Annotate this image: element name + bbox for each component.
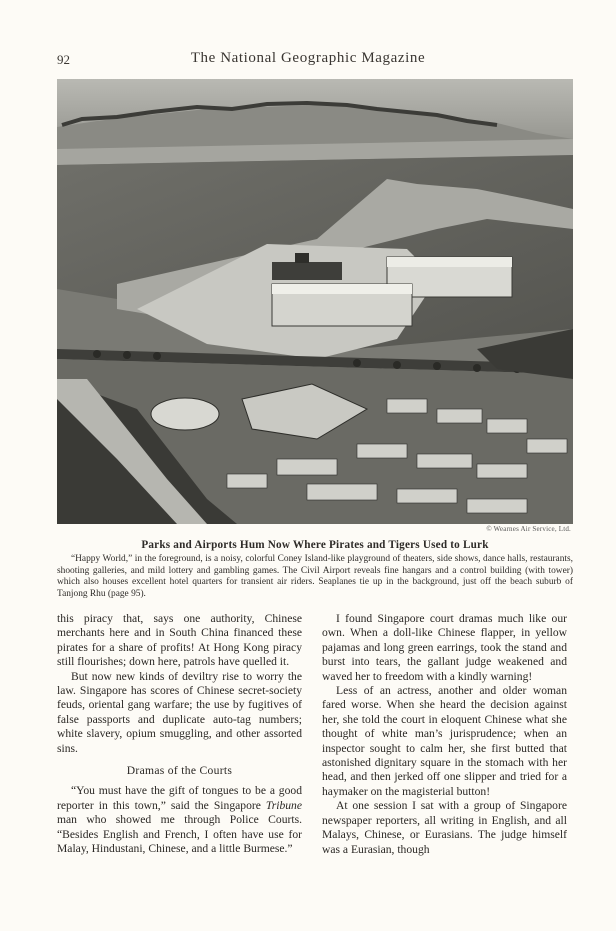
photo-credit: © Wearnes Air Service, Ltd. <box>486 525 571 533</box>
section-subhead: Dramas of the Courts <box>126 764 233 778</box>
caption-body: “Happy World,” in the foreground, is a noisy, colorful Coney Island-like playground of theaters, side shows, dance halls, restaurants, shooting galleries, and mild lottery and gambling games. The Civil Airport reveals fine hangars and a control building (with tower) which also houses excellent hotel quarters for transient air riders. Seaplanes tie up in the background, just off the beach suburb of Tanjong Rhu (page 95). <box>57 554 573 599</box>
paragraph: But now new kinds of deviltry rise to worry the law. Singapore has scores of Chinese secret-society feuds, oriental gang warfare; the use by fugitives of false passports and duplicate auto-tag numbers; white slavery, opium smuggling, and other assorted sins. <box>57 669 302 755</box>
paragraph: At one session I sat with a group of Singapore newspaper reporters, all writing in English, and all Malays, Chinese, or Eurasians. The judge himself was a Eurasian, though <box>322 799 567 856</box>
paragraph: this piracy that, says one authority, Chinese merchants here and in South China financed these pirates for a share of profits! At Hong Kong piracy still flourishes; down here, patrols have quelled it. <box>57 612 302 669</box>
page-number: 92 <box>57 52 70 67</box>
paragraph <box>57 784 302 856</box>
paragraph: Less of an actress, another and older woman fared worse. When she heard the decision against her, she told the court in eloquent Chinese what she thought of white man’s jurisprudence; when an inspector sought to calm her, she first butted that astonished dignitary square in the stomach with her head, and then jerked off one slipper and tried for a haymaker on the magisterial button! <box>322 684 567 798</box>
paragraph-text: “You must have the gift of tongues to be a good reporter in this town,” said the Singapore <box>57 784 302 812</box>
article-column-right <box>322 612 567 857</box>
page-header <box>0 50 616 70</box>
paragraph: I found Singapore court dramas much like our own. When a doll-like Chinese flapper, in yellow pajamas and long green earrings, took the stand and burst into tears, the gallant judge weakened and waved her to freedom with a kindly warning! <box>322 612 567 683</box>
caption-title: Parks and Airports Hum Now Where Pirates and Tigers Used to Lurk <box>141 539 489 551</box>
paragraph-text: man who showed me through Police Courts. “Besides English and French, I often have use for Malay, Hindustani, Chinese, and a little Burmese.” <box>57 813 302 856</box>
newspaper-name: Tribune <box>265 798 302 812</box>
article-column-left <box>57 612 302 857</box>
aerial-photograph <box>57 79 573 524</box>
running-title: The National Geographic Magazine <box>190 50 426 66</box>
